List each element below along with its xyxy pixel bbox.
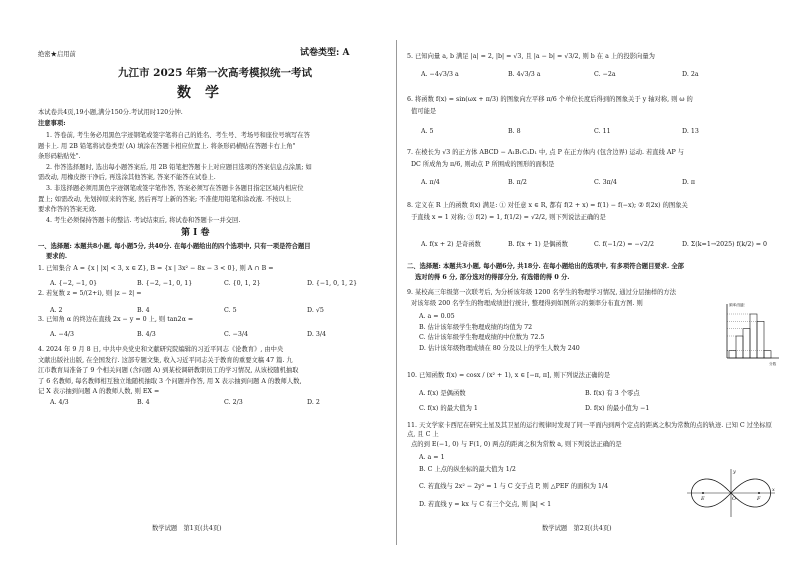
histogram-ylabel: 频率/组距 [729, 303, 745, 307]
notice-title: 注意事项: [38, 120, 66, 127]
focus-f [758, 492, 760, 494]
question-stem: 3. 已知角 α 的终边在直线 2x − y = 0 上, 则 tan2α = [38, 316, 194, 323]
notice-line: 1. 答卷前, 考生务必用黑色字迹钢笔或签字笔将自己的姓名、考生号、考场号和座位号填写在答 [46, 132, 310, 139]
option: B. 4/3 [137, 331, 156, 338]
point-e-label: E [701, 496, 705, 502]
question-stem: 9. 某校高三年级第一次联考后, 为分析该年级 1200 名学生的物理学习情况, 通过分层抽样的方法 [407, 289, 677, 296]
question-stem: 1. 已知集合 A = {x | |x| < 3, x ∈ Z}, B = {x | 3x² − 8x − 3 < 0}, 则 A ∩ B = [38, 265, 274, 272]
question-stem: 5. 已知向量 a, b 满足 |a| = 2, |b| = √3, 且 |a − b| = √3/2, 则 b 在 a 上的投影向量为 [407, 53, 655, 60]
option: C. 估计该年级学生物理成绩的中位数为 72.5 [419, 334, 545, 342]
paper-type: 试卷类型: A [300, 48, 350, 58]
option: D. √5 [307, 307, 324, 314]
option: B. C 上点的纵坐标的最大值为 1/2 [419, 466, 516, 473]
question-stem: 文献出版社出版, 在全国发行. 这部专题文集, 收入习近平同志关于教育的重要文稿 47 篇. 九 [38, 356, 293, 364]
histogram-figure [719, 300, 781, 366]
option: B. 4 [137, 399, 150, 406]
option: C. f(−1/2) = −√2/2 [594, 241, 654, 248]
option: D. f(x) 的最小值为 −1 [585, 405, 650, 412]
notice-line: 题卡上. 用 2B 铅笔将试卷类型 (A) 填涂在答题卡相应位置上. 将条形码横贴在答题卡右上角" [38, 142, 296, 150]
option: D. 估计该年级物理成绩在 80 分及以上的学生人数为 240 [419, 344, 580, 352]
notice-line: 要求作答的答案无效. [38, 206, 97, 214]
option: B. π/2 [508, 179, 527, 186]
intro-text: 本试卷共4页,19小题,满分150分.考试用时120分钟. [38, 109, 183, 116]
question-stem: 江市教育局准备了 9 个相关问题 (含问题 A) 到某校调研教职员工的学习情况, 从该校随机抽取 [38, 367, 299, 375]
section-heading: 一、选择题: 本题共8小题, 每小题5分, 共40分. 在每小题给出的四个选项中, 只有一项是符合题目 [38, 243, 311, 250]
question-stem: 4. 2024 年 9 月 8 日, 中共中央党史和文献研究院编辑的习近平同志《论教育》, 由中央 [38, 346, 284, 353]
option: A. −4/3 [50, 331, 74, 338]
histogram-bar [757, 321, 764, 358]
option: C. 2/3 [224, 399, 243, 406]
option: A. 4/3 [50, 399, 69, 406]
question-stem: 对该年级 200 名学生的物理成绩进行统计, 整理得到如图所示的频率分布直方图. 则 [411, 300, 643, 307]
secret-label: 绝密★启用前 [38, 51, 76, 58]
option: B. f(x + 1) 是偶函数 [508, 241, 568, 248]
option: D. 3/4 [307, 331, 326, 338]
option: B. 4 [137, 307, 150, 314]
option: A. a = 1 [419, 454, 445, 461]
notice-line: 置上; 如需改动, 先划掉原来的答案, 然后再写上新的答案; 不准使用铅笔和涂改液. 不按以上 [38, 195, 292, 203]
option: A. 5 [421, 128, 434, 135]
subject-title: 数 学 [177, 85, 219, 101]
option: B. 8 [508, 128, 521, 135]
point-f-label: F [757, 496, 761, 502]
notice-line: 2. 作答选择题时, 选出每小题答案后, 用 2B 铅笔把答题卡上对应题目选项的答案信息点涂黑; 如 [46, 163, 312, 171]
histogram-bar [729, 351, 736, 358]
lemniscate-figure [685, 467, 777, 519]
option: C. −2a [594, 71, 616, 78]
axis-y-label: y [733, 469, 736, 475]
option: A. −4√3/3 a [421, 71, 459, 78]
axis-x-label: x [772, 487, 775, 493]
point-o-label: O [732, 496, 737, 502]
option: A. 2 [50, 307, 63, 314]
option: B. f(x) 有 3 个零点 [585, 390, 640, 397]
notice-line: 4. 考生必须保持答题卡的整洁. 考试结束后, 将试卷和答题卡一并交回. [46, 216, 241, 224]
option: D. π [682, 179, 695, 186]
option: C. 若直线与 2x² − 2y² = 1 与 C 交于点 P, 则 △PEF 的面积为 1/4 [419, 483, 609, 490]
section-heading: 二、选择题: 本题共3小题, 每小题6分, 共18分. 在每小题给出的选项中, 有多项符合题目要求. 全部 [407, 263, 684, 270]
exam-title: 九江市 2025 年第一次高考模拟统一考试 [118, 67, 313, 79]
option: A. a = 0.05 [419, 313, 455, 320]
option: B. 4√3/3 a [508, 71, 541, 78]
option: C. {0, 1, 2} [224, 280, 261, 287]
option: C. 5 [224, 307, 237, 314]
histogram-bar [743, 329, 750, 358]
page-footer: 数学试题 第2页(共4页) [542, 525, 612, 532]
notice-line: 需改动, 用橡皮擦干净后, 再选涂其他答案, 答案不能答在试卷上. [38, 174, 216, 182]
option: D. Σ(k=1→2025) f(k/2) = 0 [682, 241, 768, 248]
option: B. {−2, −1, 0, 1} [137, 280, 193, 287]
question-stem: DC 所成角为 π/6, 则动点 P 所围成的图形的面积是 [411, 161, 555, 168]
question-stem: 11. 天文学家卡西尼在研究土星及其卫星的运行规律时发现了同一平面内到两个定点的距离之积为常数的点的轨迹. 已知 C 过坐标原点, 且 C 上 [407, 422, 772, 438]
question-stem: 2. 若复数 z = 5/(2+i), 则 |z − z̄| = [38, 290, 142, 297]
question-stem: 了 6 名教师, 每名教师相互独立地随机抽取 3 个问题并作答, 用 X 表示抽到问题 A 的教师人数, [38, 377, 302, 385]
option: A. {−2, −1, 0} [50, 280, 98, 287]
question-stem: 值可能是 [411, 108, 437, 115]
histogram-xlabel: 分数 [769, 362, 777, 366]
question-stem: 10. 已知函数 f(x) = cosx / (x² + 1), x ∈ [−π, π], 则下列说法正确的是 [407, 372, 611, 379]
option: C. f(x) 的最大值为 1 [419, 405, 478, 412]
option: A. π/4 [421, 179, 440, 186]
focus-e [702, 492, 704, 494]
notice-line: 3. 非选择题必须用黑色字迹钢笔或签字笔作答, 答案必须写在答题卡各题目指定区域内相应位 [46, 185, 304, 192]
option: A. f(x + 2) 是奇函数 [421, 241, 481, 248]
option: D. {−1, 0, 1, 2} [307, 280, 358, 287]
option: C. 3π/4 [594, 179, 617, 186]
option: C. −3/4 [224, 331, 249, 338]
section-heading: 要求的. [46, 253, 68, 260]
page-2 [397, 0, 794, 561]
notice-line: 条形码粘贴处". [38, 153, 81, 161]
option: B. 估计该年级学生物理成绩的均值为 72 [419, 323, 533, 331]
histogram-bar [750, 314, 757, 358]
question-stem: 点的到 E(−1, 0) 与 F(1, 0) 两点的距离之积为常数 a, 则下列说法正确的是 [411, 441, 622, 448]
histogram-bar [736, 336, 743, 358]
question-stem: 记 X 表示抽到问题 A 的教师人数, 则 EX = [38, 388, 160, 396]
section-heading: 选对的得 6 分, 部分选对的得部分分, 有选错的得 0 分. [415, 274, 570, 281]
question-stem: 6. 将函数 f(x) = sin(ωx + π/3) 的图象向左平移 π/6 个单位长度后得到的图象关于 y 轴对称, 则 ω 的 [407, 96, 693, 103]
option: D. 2a [682, 71, 699, 78]
page-footer: 数学试题 第1页(共4页) [152, 525, 222, 532]
part-title: 第 Ⅰ 卷 [181, 228, 210, 238]
option: D. 13 [682, 128, 699, 135]
histogram-bar [764, 351, 771, 358]
option: C. 11 [594, 128, 611, 135]
question-stem: 于直线 x = 1 对称; ③ f(2) = 1, f(1/2) = √2/2, 则下列说法正确的是 [411, 214, 606, 221]
option: D. 若直线 y = kx 与 C 有三个交点, 则 |k| < 1 [419, 501, 552, 508]
question-stem: 7. 在棱长为 √3 的正方体 ABCD − A₁B₁C₁D₁ 中, 点 P 在正方体内 (包含边界) 运动. 若直线 AP 与 [407, 149, 684, 156]
question-stem: 8. 定义在 R 上的函数 f(x) 满足: ① 对任意 x ∈ R, 都有 f(2 + x) = f(1) − f(−x); ② f(2x) 的图象关 [407, 202, 688, 209]
option: A. f(x) 是偶函数 [419, 390, 466, 397]
option: D. 2 [307, 399, 320, 406]
